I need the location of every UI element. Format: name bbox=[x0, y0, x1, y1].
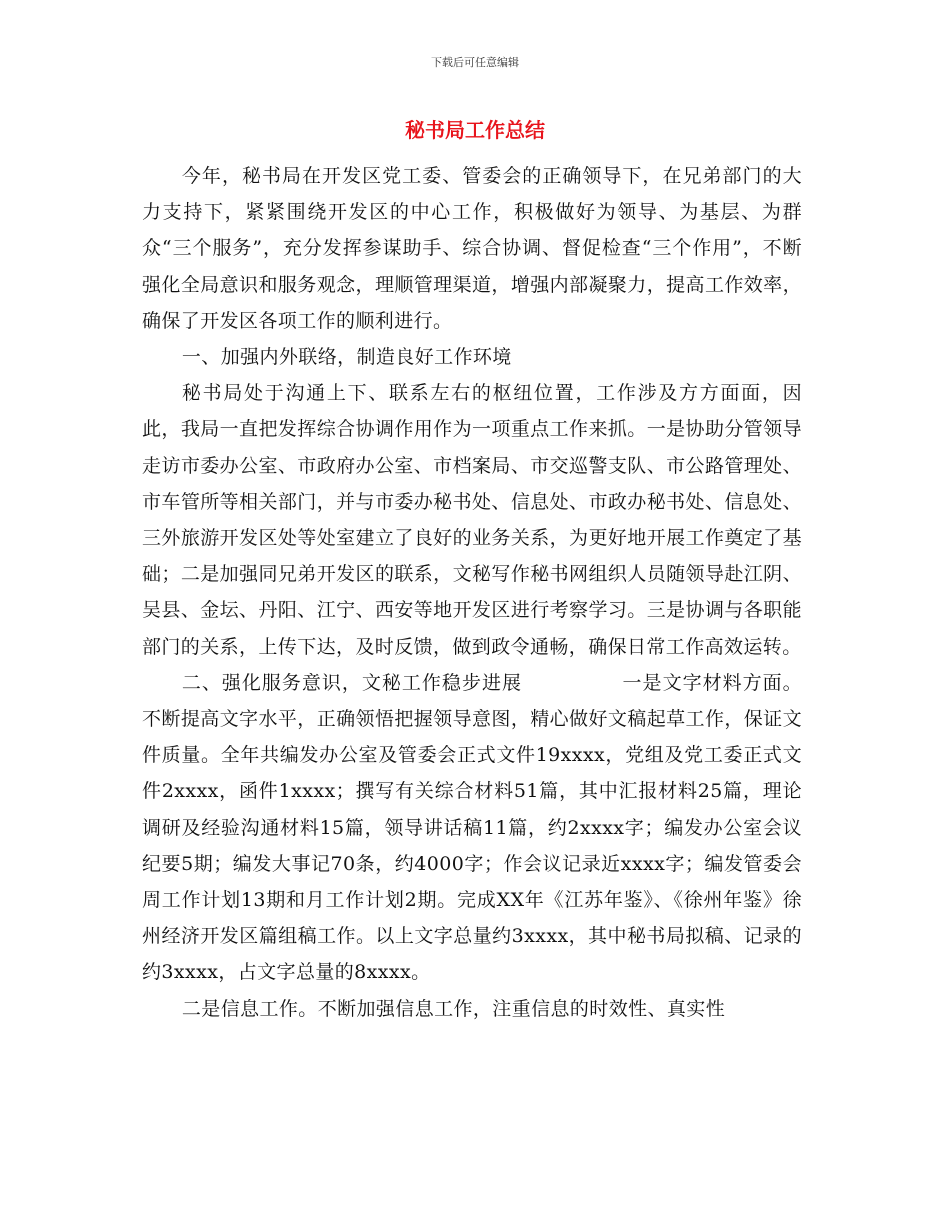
section-1-paragraph: 秘书局处于沟通上下、联系左右的枢纽位置，工作涉及方方面面，因此，我局一直把发挥综合协调作用作为一项重点工作来抓。一是协助分管领导走访市委办公室、市政府办公室、市档案局、市交巡警支队、市公路管理处、市车管所等相关部门，并与市委办秘书处、信息处、市政办秘书处、信息处、三外旅游开发区处等处室建立了良好的业务关系，为更好地开展工作奠定了基础；二是加强同兄弟开发区的联系，文秘写作秘书网组织人员随领导赴江阴、吴县、金坛、丹阳、江宁、西安等地开发区进行考察学习。三是协调与各职能部门的关系，上传下达，及时反馈，做到政令通畅，确保日常工作高效运转。 bbox=[142, 382, 802, 658]
section-2-body: 一是文字材料方面。不断提高文字水平，正确领悟把握领导意图，精心做好文稿起草工作，保证文件质量。全年共编发办公室及管委会正式文件19xxxx，党组及党工委正式文件2xxxx，函件1xxxx；撰写有关综合材料51篇，其中汇报材料25篇，理论调研及经验沟通材料15篇，领导讲话稿11篇，约2xxxx字；编发办公室会议纪要5期；编发大事记70条，约4000字；作会议记录近xxxx字；编发管委会周工作计划13期和月工作计划2期。完成XX年《江苏年鉴》、《徐州年鉴》徐州经济开发区篇组稿工作。以上文字总量约3xxxx，其中秘书局拟稿、记录的约3xxxx，占文字总量的8xxxx。 bbox=[142, 671, 802, 984]
section-1-heading: 一、加强内外联络，制造良好工作环境 bbox=[181, 346, 512, 369]
page-header: 下载后可任意编辑 bbox=[431, 56, 519, 69]
document-body bbox=[142, 158, 802, 1027]
intro-paragraph: 今年，秘书局在开发区党工委、管委会的正确领导下，在兄弟部门的大力支持下，紧紧围绕开发区的中心工作，积极做好为领导、为基层、为群众“三个服务”，充分发挥参谋助手、综合协调、督促检查“三个作用”，不断强化全局意识和服务观念，理顺管理渠道，增强内部凝聚力，提高工作效率，确保了开发区各项工作的顺利进行。 bbox=[142, 165, 802, 332]
section-3-paragraph: 二是信息工作。不断加强信息工作，注重信息的时效性、真实性 bbox=[181, 997, 726, 1020]
section-2-heading: 二、强化服务意识，文秘工作稳步进展 bbox=[181, 671, 522, 694]
section-2-paragraph bbox=[142, 665, 802, 991]
document-title: 秘书局工作总结 bbox=[405, 118, 545, 142]
